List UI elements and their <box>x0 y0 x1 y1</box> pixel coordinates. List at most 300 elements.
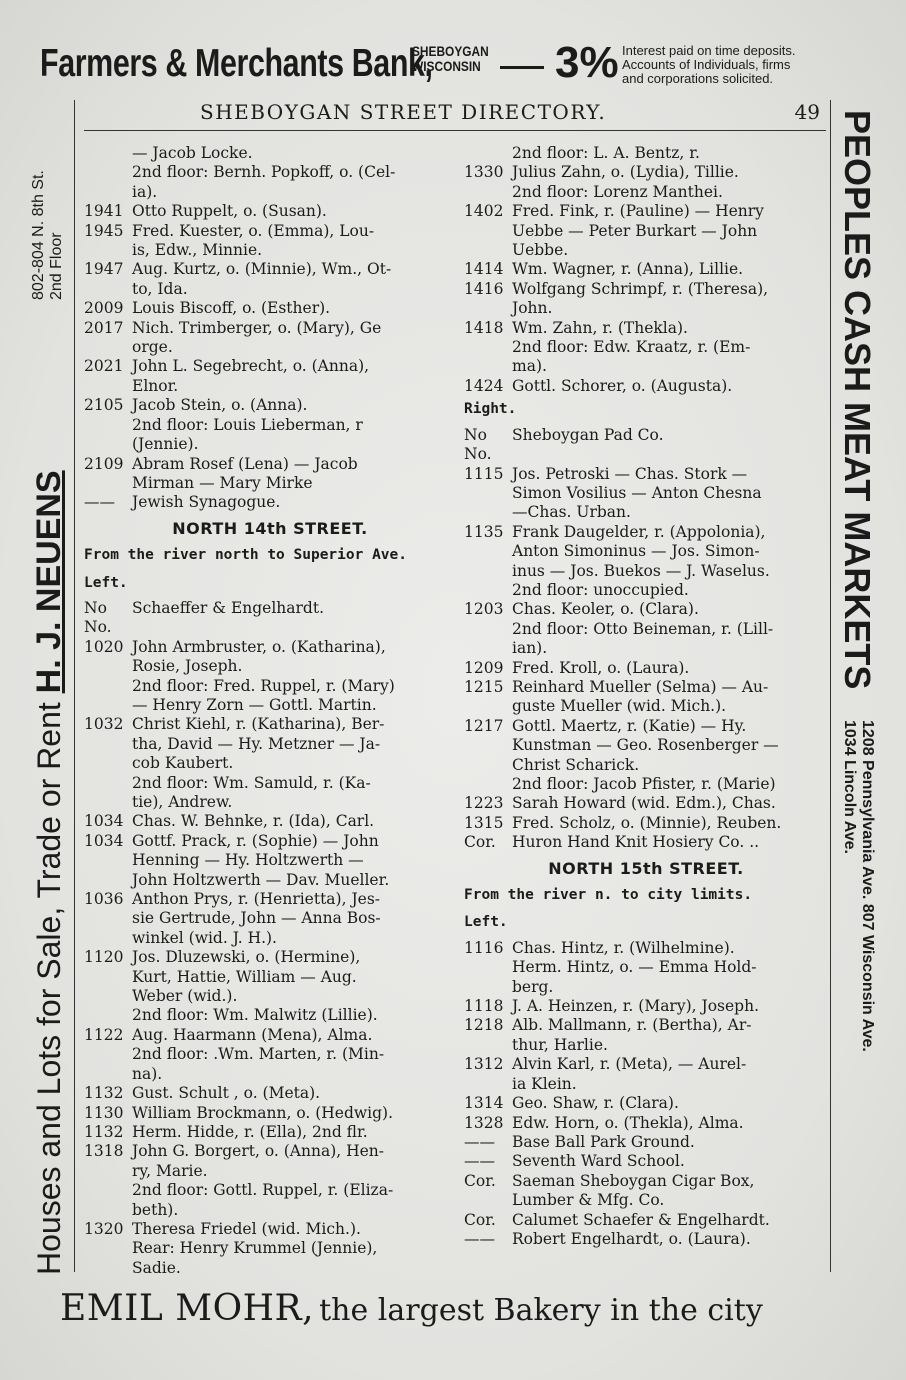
entry-text: Chas. W. Behnke, r. (Ida), Carl. <box>132 812 375 831</box>
directory-entry <box>84 183 456 202</box>
directory-entry <box>84 812 456 831</box>
directory-entry <box>84 1084 456 1103</box>
house-number: Cor. <box>464 833 496 852</box>
entry-text: berg. <box>512 977 554 996</box>
side-label: Left. <box>84 574 128 591</box>
house-number: —— <box>84 493 115 512</box>
house-number: 1034 <box>84 831 124 850</box>
directory-entry <box>464 183 828 202</box>
house-number: 1947 <box>84 260 124 279</box>
entry-text: thur, Harlie. <box>512 1035 608 1054</box>
house-number <box>84 677 132 696</box>
house-number: 1116 <box>464 938 504 957</box>
entry-text: sie Gertrude, John — Anna Bos- <box>132 909 381 928</box>
entry-text: — Henry Zorn — Gottl. Martin. <box>132 695 377 714</box>
entry-text: winkel (wid. J. H.). <box>132 928 277 947</box>
entry-text: (Jennie). <box>132 435 199 454</box>
side-ad-right-address-line: 1034 Lincoln Ave. <box>841 720 858 854</box>
entry-text: Saeman Sheboygan Cigar Box, <box>512 1171 755 1190</box>
entry-text: Seventh Ward School. <box>512 1152 685 1171</box>
entry-text: Gottf. Prack, r. (Sophie) — John <box>132 831 379 850</box>
house-number <box>464 484 512 503</box>
page-title: SHEBOYGAN STREET DIRECTORY. <box>200 100 607 124</box>
directory-entry <box>84 1239 456 1258</box>
directory-entry <box>84 599 456 638</box>
directory-entry <box>84 396 456 415</box>
directory-entry <box>464 503 828 522</box>
house-number <box>84 1181 132 1200</box>
house-number <box>84 280 132 299</box>
entry-text: Fred. Kroll, o. (Laura). <box>512 658 690 677</box>
entry-text: Nich. Trimberger, o. (Mary), Ge <box>132 318 382 337</box>
entry-text: William Brockmann, o. (Hedwig). <box>132 1103 394 1122</box>
bank-info-line: Interest paid on time deposits. <box>622 43 796 58</box>
entry-text: 2nd floor: L. A. Bentz, r. <box>512 144 700 162</box>
entry-text: Lumber & Mfg. Co. <box>512 1191 665 1210</box>
house-number <box>84 163 132 182</box>
entry-text: inus — Jos. Buekos — J. Waselus. <box>512 561 770 580</box>
directory-entry <box>84 1006 456 1025</box>
house-number <box>464 338 512 357</box>
directory-entry <box>464 978 828 997</box>
entry-text: ry, Marie. <box>132 1161 208 1180</box>
bank-name: Farmers & Merchants Bank, <box>40 42 433 85</box>
entry-text: Schaeffer & Engelhardt. <box>132 598 325 617</box>
house-number <box>84 929 132 948</box>
directory-entry <box>84 299 456 318</box>
bank-info-line: Accounts of Individuals, firms <box>622 57 791 72</box>
house-number <box>464 503 512 522</box>
street-heading: NORTH 14th STREET. <box>172 518 368 538</box>
entry-text: na). <box>132 1064 163 1083</box>
house-number: 1135 <box>464 522 504 541</box>
entry-text: Calumet Schaefer & Engelhardt. <box>512 1210 770 1229</box>
house-number <box>84 793 132 812</box>
house-number <box>464 1075 512 1094</box>
directory-entry <box>464 678 828 697</box>
directory-entry <box>84 357 456 376</box>
entry-text: orge. <box>132 338 173 357</box>
house-number <box>464 639 512 658</box>
entry-text: is, Edw., Minnie. <box>132 241 263 260</box>
house-number <box>84 1006 132 1025</box>
entry-text: Henning — Hy. Holtzwerth — <box>132 851 364 870</box>
house-number: 1218 <box>464 1016 504 1035</box>
entry-text: Wm. Wagner, r. (Anna), Lillie. <box>512 260 744 279</box>
entry-text: Abram Rosef (Lena) — Jacob <box>132 454 358 473</box>
directory-entry <box>84 657 456 676</box>
house-number: 1120 <box>84 948 124 967</box>
entry-text: Jewish Synagogue. <box>132 493 281 512</box>
directory-entry <box>84 871 456 890</box>
house-number: 1130 <box>84 1103 124 1122</box>
directory-entry <box>464 814 828 833</box>
directory-entry <box>84 222 456 241</box>
directory-entry <box>84 144 456 163</box>
entry-text: Geo. Shaw, r. (Clara). <box>512 1094 679 1113</box>
directory-entry <box>464 542 828 561</box>
directory-entry <box>84 793 456 812</box>
entry-text: Christ Kiehl, r. (Katharina), Ber- <box>132 715 385 734</box>
house-number: 2105 <box>84 396 124 415</box>
directory-entry <box>84 1181 456 1200</box>
directory-entry <box>84 715 456 734</box>
directory-entry <box>464 1211 828 1230</box>
entry-text: Jos. Petroski — Chas. Stork — <box>512 464 748 483</box>
bank-city: SHEBOYGAN <box>412 43 489 59</box>
entry-text: John Holtzwerth — Dav. Mueller. <box>132 870 390 889</box>
right-border-rule <box>830 100 831 1272</box>
entry-text: 2nd floor: Wm. Malwitz (Lillie). <box>132 1006 378 1025</box>
house-number: 1945 <box>84 221 124 240</box>
house-number <box>84 968 132 987</box>
house-number <box>464 775 512 794</box>
house-number: No No. <box>84 598 112 637</box>
directory-entry <box>84 968 456 987</box>
directory-entry <box>84 1142 456 1161</box>
entry-text: Alvin Karl, r. (Meta), — Aurel- <box>512 1055 747 1074</box>
directory-entry <box>84 1220 456 1239</box>
entry-text: Theresa Friedel (wid. Mich.). <box>132 1219 361 1238</box>
bakery-tagline: the largest Bakery in the city <box>319 1293 763 1328</box>
entry-text: ian). <box>512 639 548 658</box>
directory-entry <box>84 987 456 1006</box>
entry-text: ia Klein. <box>512 1074 577 1093</box>
directory-entry <box>464 484 828 503</box>
house-number: 2009 <box>84 299 124 318</box>
entry-text: ia). <box>132 182 158 201</box>
side-ad-left-text: Houses and Lots for Sale, Trade or Rent <box>31 702 67 1275</box>
entry-text: Herm. Hidde, r. (Ella), 2nd flr. <box>132 1122 368 1141</box>
directory-entry <box>84 280 456 299</box>
house-number <box>84 909 132 928</box>
entry-text: Elnor. <box>132 376 179 395</box>
directory-entry <box>464 775 828 794</box>
directory-entry <box>84 260 456 279</box>
directory-entry <box>84 1065 456 1084</box>
house-number <box>84 1239 132 1258</box>
house-number: 1217 <box>464 716 504 735</box>
house-number <box>84 183 132 202</box>
entry-text: 2nd floor: Bernh. Popkoff, o. (Cel- <box>132 163 396 182</box>
directory-entry <box>464 717 828 736</box>
house-number <box>84 871 132 890</box>
directory-entry <box>464 756 828 775</box>
entry-text: Chas. Keoler, o. (Clara). <box>512 600 699 619</box>
entry-text: Anton Simoninus — Jos. Simon- <box>512 542 760 561</box>
directory-entry <box>464 1133 828 1152</box>
house-number: 1132 <box>84 1122 124 1141</box>
house-number <box>464 697 512 716</box>
bakery-advertisement <box>60 1288 763 1329</box>
directory-entry <box>464 833 828 852</box>
left-column <box>84 144 456 1278</box>
entry-text: Rosie, Joseph. <box>132 657 243 676</box>
house-number <box>84 241 132 260</box>
directory-entry <box>464 163 828 182</box>
bank-info <box>622 44 795 86</box>
directory-entry <box>464 997 828 1016</box>
directory-entry <box>84 1026 456 1045</box>
house-number: 1312 <box>464 1055 504 1074</box>
house-number <box>464 562 512 581</box>
house-number <box>464 958 512 977</box>
house-number: 1318 <box>84 1142 124 1161</box>
entry-text: 2nd floor: Jacob Pfister, r. (Marie) <box>512 775 776 793</box>
house-number <box>464 620 512 639</box>
directory-entry <box>464 260 828 279</box>
entry-text: tie), Andrew. <box>132 793 233 811</box>
house-number: 1414 <box>464 260 504 279</box>
entry-text: Kunstman — Geo. Rosenberger — <box>512 736 779 755</box>
directory-entry <box>464 639 828 658</box>
house-number <box>84 1065 132 1084</box>
entry-text: Jos. Dluzewski, o. (Hermine), <box>132 948 361 967</box>
house-number <box>464 978 512 997</box>
entry-text: Huron Hand Knit Hosiery Co. .. <box>512 833 760 852</box>
bank-state: WISCONSIN <box>412 58 481 74</box>
directory-entry <box>464 600 828 619</box>
entry-text: Reinhard Mueller (Selma) — Au- <box>512 677 769 696</box>
entry-text: Otto Ruppelt, o. (Susan). <box>132 202 327 221</box>
bank-dash-rule <box>500 66 544 69</box>
house-number <box>84 1259 132 1278</box>
house-number: 1122 <box>84 1025 124 1044</box>
entry-text: Base Ball Park Ground. <box>512 1132 695 1151</box>
house-number: 1418 <box>464 318 504 337</box>
house-number <box>464 1191 512 1210</box>
directory-entry <box>464 736 828 755</box>
house-number: 1036 <box>84 890 124 909</box>
directory-entry <box>84 696 456 715</box>
house-number <box>464 542 512 561</box>
house-number <box>84 851 132 870</box>
entry-text: Uebbe — Peter Burkart — John <box>512 221 758 240</box>
directory-entry <box>464 1114 828 1133</box>
directory-entry <box>84 474 456 493</box>
entry-text: Herm. Hintz, o. — Emma Hold- <box>512 958 757 977</box>
house-number: 1320 <box>84 1219 124 1238</box>
house-number <box>84 735 132 754</box>
directory-entry <box>464 659 828 678</box>
entry-text: Alb. Mallmann, r. (Bertha), Ar- <box>512 1016 752 1035</box>
side-label: Left. <box>464 914 508 931</box>
house-number: 1330 <box>464 163 504 182</box>
side-label: Right. <box>464 401 517 418</box>
house-number <box>84 696 132 715</box>
directory-entry <box>464 523 828 542</box>
directory-entry <box>464 697 828 716</box>
page-number: 49 <box>794 100 820 124</box>
directory-entry <box>464 1230 828 1249</box>
entry-text: Gottl. Schorer, o. (Augusta). <box>512 376 733 395</box>
directory-entry <box>84 1123 456 1142</box>
directory-entry <box>464 241 828 260</box>
entry-text: 2nd floor: Otto Beineman, r. (Lill- <box>512 619 774 638</box>
entry-text: John Armbruster, o. (Katharina), <box>132 637 386 656</box>
directory-entry <box>84 1045 456 1064</box>
house-number: 2017 <box>84 318 124 337</box>
entry-text: Fred. Kuester, o. (Emma), Lou- <box>132 221 375 240</box>
house-number <box>84 1201 132 1220</box>
directory-entry <box>84 832 456 851</box>
directory-entry <box>84 677 456 696</box>
entry-text: Robert Engelhardt, o. (Laura). <box>512 1229 751 1248</box>
house-number: 1118 <box>464 997 504 1016</box>
directory-entry <box>464 144 828 163</box>
house-number: 1209 <box>464 658 504 677</box>
directory-entry <box>464 299 828 318</box>
house-number <box>84 338 132 357</box>
side-ad-right: PEOPLES CASH MEAT MARKETS <box>837 110 878 690</box>
street-extent: From the river n. to city limits. <box>464 887 753 904</box>
house-number: Cor. <box>464 1171 496 1190</box>
house-number: —— <box>464 1152 495 1171</box>
side-ad-address-line: 2nd Floor <box>48 232 65 300</box>
house-number: 1314 <box>464 1094 504 1113</box>
entry-text: Gottl. Maertz, r. (Katie) — Hy. <box>512 716 747 735</box>
entry-text: 2nd floor: Gottl. Ruppel, r. (Eliza- <box>132 1181 394 1200</box>
directory-entry <box>464 794 828 813</box>
entry-text: John. <box>512 299 553 318</box>
entry-text: Wolfgang Schrimpf, r. (Theresa), <box>512 279 769 298</box>
house-number: 1941 <box>84 202 124 221</box>
house-number: 2109 <box>84 454 124 473</box>
directory-entry <box>84 338 456 357</box>
entry-text: 2nd floor: Wm. Samuld, r. (Ka- <box>132 773 371 792</box>
house-number <box>84 754 132 773</box>
directory-entry <box>84 851 456 870</box>
house-number: 1424 <box>464 376 504 395</box>
house-number: 1115 <box>464 464 504 483</box>
entry-text: guste Mueller (wid. Mich.). <box>512 697 727 716</box>
house-number <box>464 222 512 241</box>
house-number: 1402 <box>464 202 504 221</box>
directory-entry <box>84 890 456 909</box>
side-ad-right-address <box>840 720 876 1052</box>
house-number <box>84 416 132 435</box>
house-number: 1215 <box>464 677 504 696</box>
directory-entry <box>84 202 456 221</box>
entry-text: Simon Vosilius — Anton Chesna <box>512 483 762 502</box>
entry-text: Julius Zahn, o. (Lydia), Tillie. <box>512 163 739 182</box>
house-number <box>84 987 132 1006</box>
directory-entry <box>464 1036 828 1055</box>
entry-text: Weber (wid.). <box>132 987 238 1006</box>
house-number <box>464 756 512 775</box>
side-ad-right-address-line: 1208 Pennsylvania Ave. 807 Wisconsin Ave. <box>859 720 876 1052</box>
entry-text: 2nd floor: Lorenz Manthei. <box>512 182 723 201</box>
directory-entry <box>464 581 828 600</box>
bank-interest-rate: 3% <box>555 38 619 87</box>
house-number <box>464 299 512 318</box>
right-column <box>464 144 828 1249</box>
house-number: Cor. <box>464 1210 496 1229</box>
directory-entry <box>464 1075 828 1094</box>
directory-entry <box>84 455 456 474</box>
entry-text: Uebbe. <box>512 241 569 260</box>
directory-entry <box>84 1259 456 1278</box>
house-number: —— <box>464 1229 495 1248</box>
house-number: No No. <box>464 425 492 464</box>
directory-entry <box>84 754 456 773</box>
directory-entry <box>464 562 828 581</box>
directory-entry <box>464 1094 828 1113</box>
directory-entry <box>84 319 456 338</box>
street-heading: NORTH 15th STREET. <box>548 858 744 878</box>
directory-entry <box>464 465 828 484</box>
house-number: 1416 <box>464 279 504 298</box>
entry-text: John G. Borgert, o. (Anna), Hen- <box>132 1142 385 1161</box>
entry-text: Sadie. <box>132 1258 181 1277</box>
directory-entry <box>464 958 828 977</box>
directory-entry <box>84 163 456 182</box>
directory-entry <box>464 280 828 299</box>
directory-entry <box>84 241 456 260</box>
directory-entry <box>464 357 828 376</box>
directory-entry <box>84 1104 456 1123</box>
directory-entry <box>464 1152 828 1171</box>
directory-entry <box>84 493 456 512</box>
directory-entry <box>84 377 456 396</box>
house-number: 1020 <box>84 637 124 656</box>
entry-text: 2nd floor: Louis Lieberman, r <box>132 415 363 434</box>
house-number <box>464 581 512 600</box>
directory-entry <box>464 319 828 338</box>
side-ad-address-line: 802-804 N. 8th St. <box>30 170 47 300</box>
house-number: 1328 <box>464 1113 504 1132</box>
entry-text: Chas. Hintz, r. (Wilhelmine). <box>512 938 735 957</box>
entry-text: Fred. Fink, r. (Pauline) — Henry <box>512 202 764 221</box>
header-rule <box>84 130 826 131</box>
entry-text: 2nd floor: .Wm. Marten, r. (Min- <box>132 1045 385 1064</box>
house-number <box>464 1036 512 1055</box>
house-number <box>464 183 512 202</box>
house-number <box>84 774 132 793</box>
house-number: 1132 <box>84 1084 124 1103</box>
entry-text: Louis Biscoff, o. (Esther). <box>132 299 331 318</box>
entry-text: Aug. Kurtz, o. (Minnie), Wm., Ot- <box>132 260 392 279</box>
entry-text: J. A. Heinzen, r. (Mary), Joseph. <box>512 997 760 1016</box>
directory-entry <box>464 202 828 221</box>
directory-entry <box>464 939 828 958</box>
house-number <box>84 144 132 163</box>
entry-text: Frank Daugelder, r. (Appolonia), <box>512 522 766 541</box>
entry-text: Aug. Haarmann (Mena), Alma. <box>132 1025 373 1044</box>
bakery-name: EMIL MOHR, <box>60 1288 315 1329</box>
entry-text: cob Kaubert. <box>132 754 234 773</box>
running-header <box>84 98 824 126</box>
directory-entry <box>84 1201 456 1220</box>
entry-text: —Chas. Urban. <box>512 503 631 522</box>
house-number <box>464 736 512 755</box>
house-number <box>84 657 132 676</box>
directory-entry <box>84 1162 456 1181</box>
directory-entry <box>464 1016 828 1035</box>
entry-text: Mirman — Mary Mirke <box>132 473 313 492</box>
bank-location <box>412 44 489 74</box>
house-number <box>84 1045 132 1064</box>
house-number: 2021 <box>84 357 124 376</box>
entry-text: 2nd floor: Edw. Kraatz, r. (Em- <box>512 338 751 357</box>
directory-entry <box>84 435 456 454</box>
house-number <box>84 377 132 396</box>
house-number <box>464 144 512 163</box>
house-number: 1032 <box>84 715 124 734</box>
house-number: —— <box>464 1132 495 1151</box>
entry-text: tha, David — Hy. Metzner — Ja- <box>132 734 381 753</box>
bank-advertisement <box>40 38 870 90</box>
